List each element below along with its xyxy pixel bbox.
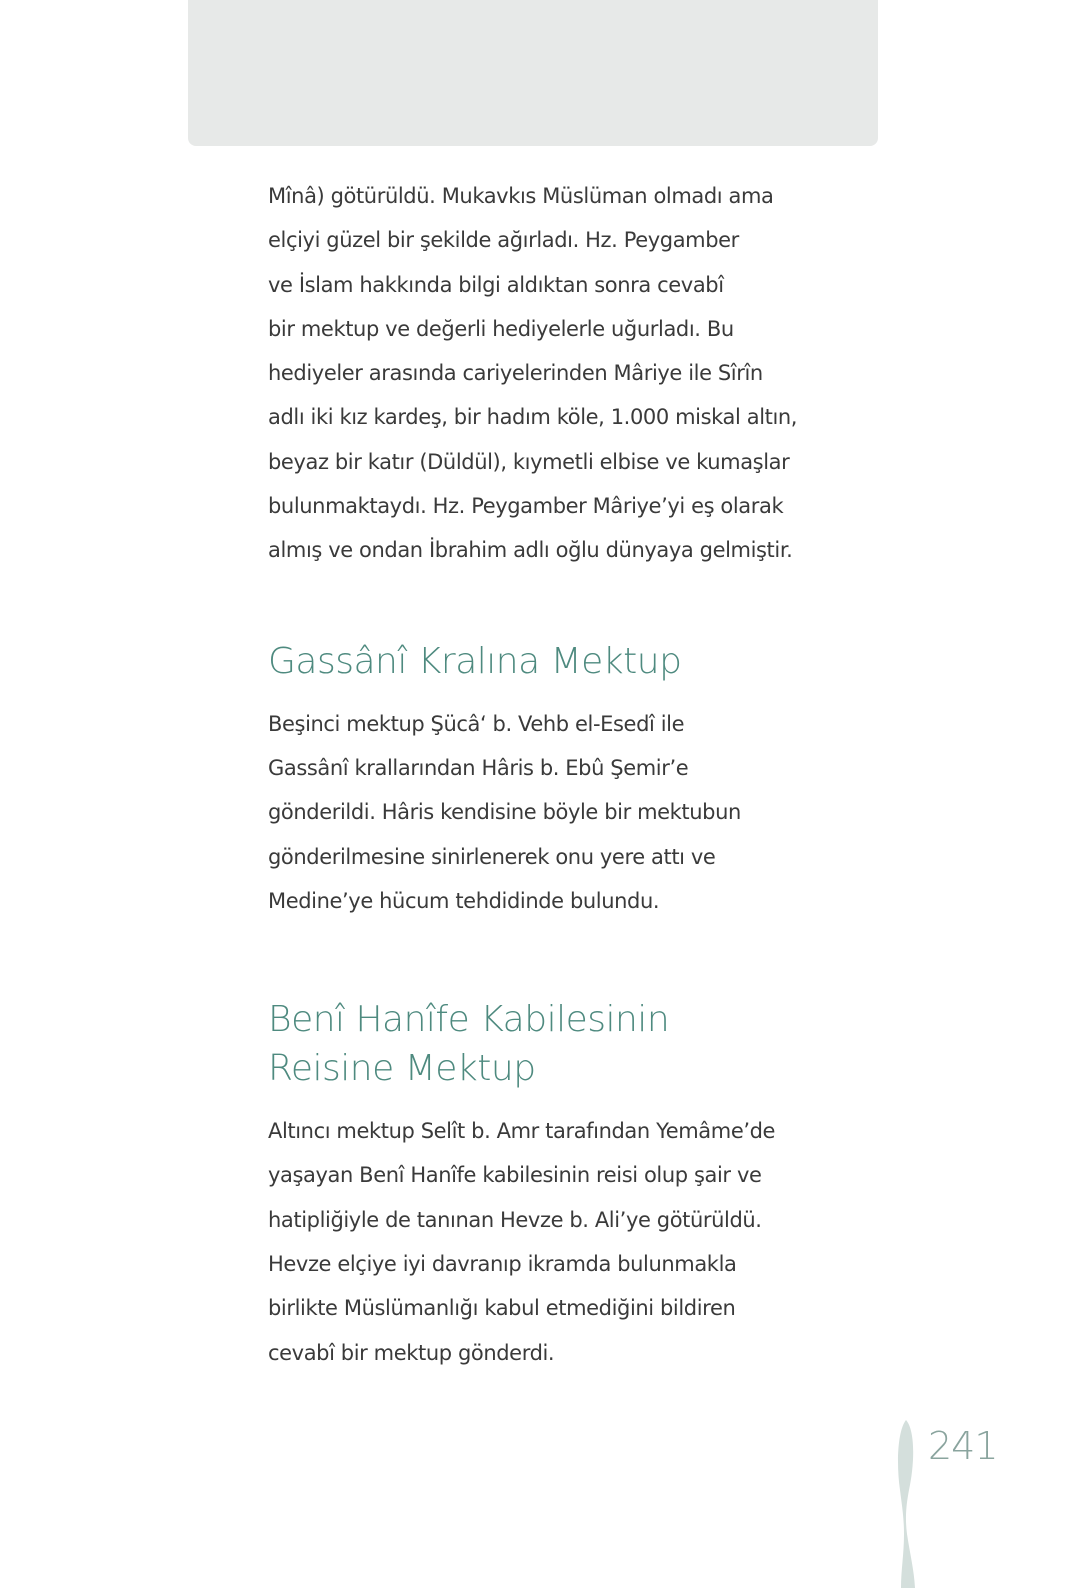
text-line: bir mektup ve değerli hediyelerle uğurladı. Bu — [268, 316, 734, 341]
text-line: birlikte Müslümanlığı kabul etmediğini bildiren — [268, 1296, 736, 1321]
text-line: hatipliğiyle de tanınan Hevze b. Ali’ye götürüldü. — [268, 1207, 762, 1232]
text-line: Medine’ye hücum tehdidinde bulundu. — [268, 888, 660, 913]
text-line: Gassânî krallarından Hâris b. Ebû Şemir’e — [268, 755, 689, 780]
page-content — [268, 174, 828, 1375]
paragraph-beni-hanife — [268, 1109, 828, 1375]
text-line: hediyeler arasında cariyelerinden Mâriye ile Sîrîn — [268, 361, 763, 386]
text-line: Hevze elçiye iyi davranıp ikramda bulunmakla — [268, 1252, 737, 1277]
paragraph-intro — [268, 174, 828, 573]
page-number: 241 — [928, 1424, 998, 1468]
text-line: adlı iki kız kardeş, bir hadım köle, 1.000 miskal altın, — [268, 405, 798, 430]
section-heading-beni-hanife — [268, 995, 828, 1093]
text-line: almış ve ondan İbrahim adlı oğlu dünyaya gelmiştir. — [268, 538, 793, 563]
text-line: Mînâ) götürüldü. Mukavkıs Müslüman olmadı ama — [268, 184, 774, 208]
text-line: ve İslam hakkında bilgi aldıktan sonra cevabî — [268, 272, 724, 297]
text-line: bulunmaktaydı. Hz. Peygamber Mâriye’yi eş olarak — [268, 494, 784, 519]
section-heading-gassani — [268, 637, 828, 686]
text-line: gönderildi. Hâris kendisine böyle bir mektubun — [268, 800, 741, 825]
text-line: cevabî bir mektup gönderdi. — [268, 1340, 555, 1365]
heading-line: Benî Hanîfe Kabilesinin — [268, 999, 670, 1041]
text-line: Altıncı mektup Selît b. Amr tarafından Yemâme’de — [268, 1119, 776, 1144]
text-line: elçiyi güzel bir şekilde ağırladı. Hz. Peygamber — [268, 228, 739, 253]
text-line: Beşinci mektup Şücâʻ b. Vehb el-Esedî ile — [268, 711, 685, 736]
page-ornament-icon — [893, 1418, 919, 1588]
text-line: gönderilmesine sinirlenerek onu yere attı ve — [268, 844, 716, 869]
text-line: beyaz bir katır (Düldül), kıymetli elbise ve kumaşlar — [268, 449, 790, 474]
paragraph-gassani — [268, 702, 828, 923]
text-line: yaşayan Benî Hanîfe kabilesinin reisi olup şair ve — [268, 1163, 762, 1188]
top-banner — [188, 0, 878, 146]
heading-line: Reisine Mektup — [268, 1048, 536, 1090]
heading-line: Gassânî Kralına Mektup — [268, 640, 682, 682]
